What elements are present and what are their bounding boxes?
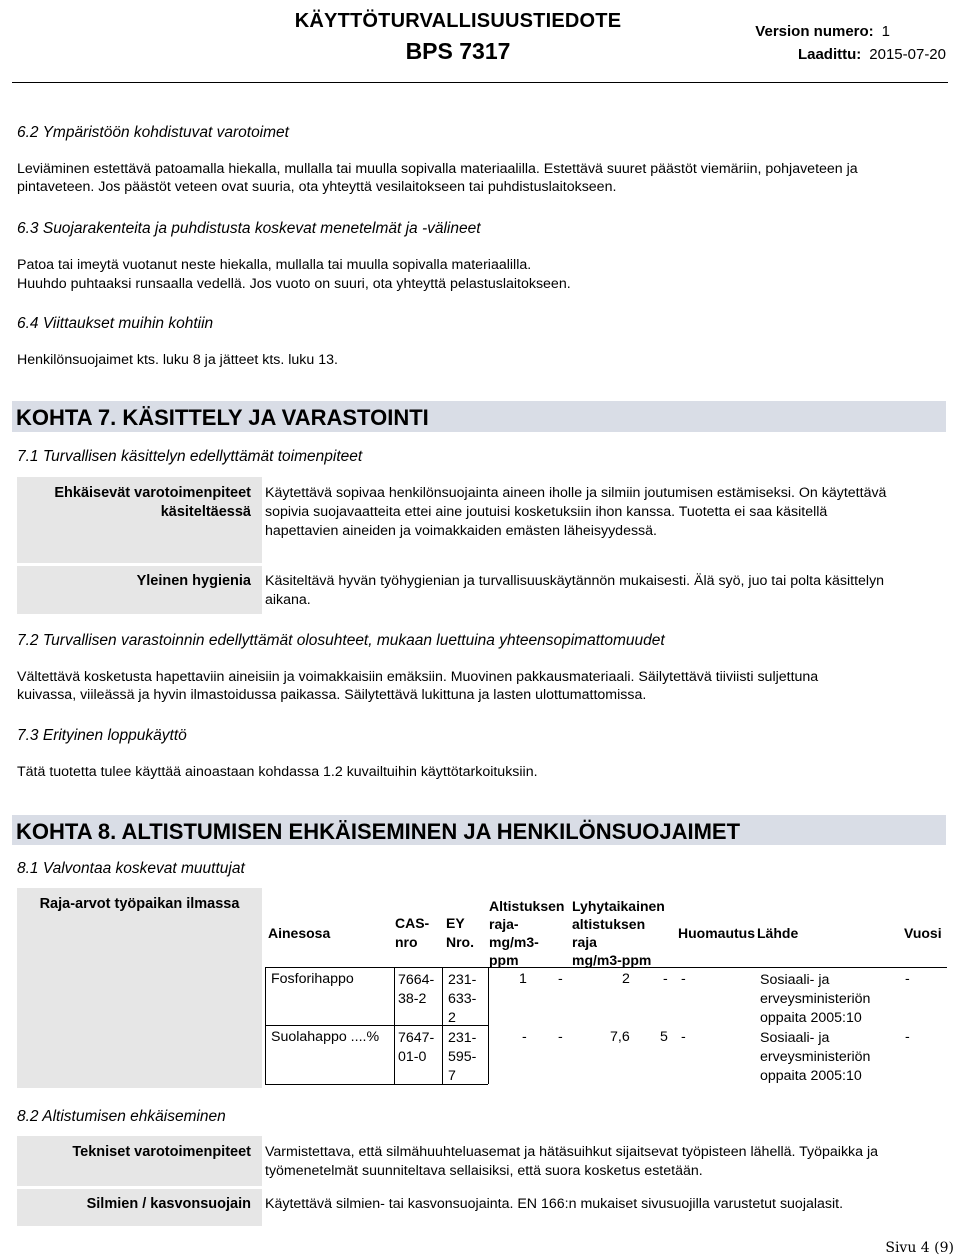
- header-divider: [12, 82, 948, 83]
- technical-measures-text: [265, 1143, 945, 1181]
- heading-8-1: 8.1 Valvontaa koskevat muuttujat: [17, 860, 245, 877]
- row1-lahde-1: Sosiaali- ja: [760, 972, 830, 988]
- general-hygiene-text: [265, 572, 945, 610]
- row2-cas-1: 7647-: [398, 1030, 435, 1046]
- preventive-line2: sopivia suojavaatteita ettei aine joutuisi kosketuksiin ihon kanssa. Tuotetta ei saa käsitellä: [265, 504, 828, 520]
- th-lyhytaikainen: [572, 897, 665, 969]
- label-general-hygiene-text: Yleinen hygienia: [136, 573, 251, 589]
- heading-7-2: 7.2 Turvallisen varastoinnin edellyttämät olosuhteet, mukaan luettuina yhteensopimattomuudet: [17, 632, 665, 649]
- hygiene-line1: Käsiteltävä hyvän työhygienian ja turvallisuuskäytännön mukaisesti. Älä syö, juo tai polta käsittelyn: [265, 573, 885, 589]
- row1-lahde-3: oppaita 2005:10: [760, 1010, 862, 1026]
- th-ly-4: mg/m3-ppm: [572, 952, 652, 968]
- table-vline-1: [394, 967, 395, 1084]
- row1-ey-3: 2: [448, 1010, 456, 1026]
- page-number: Sivu 4 (9): [885, 1240, 954, 1256]
- row2-lahde-2: erveysministeriön: [760, 1049, 871, 1065]
- date-value: 2015-07-20: [869, 46, 946, 63]
- heading-8-2: 8.2 Altistumisen ehkäiseminen: [17, 1108, 226, 1125]
- row2-ey-2: 595-: [448, 1049, 477, 1065]
- th-lahde: Lähde: [757, 925, 799, 941]
- row2-ly-ppm: 5: [660, 1029, 668, 1045]
- label-technical-measures: [17, 1136, 262, 1186]
- text-6-4-line1: Henkilönsuojaimet kts. luku 8 ja jätteet kts. luku 13.: [17, 352, 338, 368]
- version-info: [755, 23, 946, 40]
- product-name: BPS 7317: [405, 38, 511, 64]
- text-7-2-line2: kuivassa, viileässä ja hyvin ilmastoidussa paikassa. Säilytettävä lukittuna ja lasten ulottumattomissa.: [17, 687, 647, 703]
- row1-ly-mg: 2: [622, 971, 630, 987]
- th-vuosi: Vuosi: [904, 925, 942, 941]
- th-alt-2: raja-: [489, 916, 519, 932]
- th-ly-3: raja: [572, 934, 597, 950]
- heading-7-3: 7.3 Erityinen loppukäyttö: [17, 727, 187, 744]
- heading-6-3: 6.3 Suojarakenteita ja puhdistusta koskevat menetelmät ja -välineet: [17, 220, 481, 237]
- document-title: KÄYTTÖTURVALLISUUSTIEDOTE: [294, 10, 622, 32]
- row2-cas-2: 01-0: [398, 1049, 427, 1065]
- table-vline-0: [265, 967, 266, 1084]
- row2-lahde: [760, 1029, 870, 1086]
- label-eye-protection-text: Silmien / kasvonsuojain: [86, 1196, 251, 1212]
- row1-cas: [398, 971, 434, 1009]
- row1-ey-2: 633-: [448, 991, 477, 1007]
- row2-ey: [448, 1029, 476, 1086]
- text-6-3-line1: Patoa tai imeytä vuotanut neste hiekalla, mullalla tai muulla sopivalla materiaalilla.: [17, 257, 532, 273]
- th-alt-1: Altistuksen: [489, 898, 565, 914]
- label-exposure-limits-text: Raja-arvot työpaikan ilmassa: [39, 896, 240, 912]
- row2-ey-3: 7: [448, 1068, 456, 1084]
- th-ly-1: Lyhytaikainen: [572, 898, 665, 914]
- row1-lahde-2: erveysministeriön: [760, 991, 871, 1007]
- row2-cas: [398, 1029, 434, 1067]
- th-alt-4: ppm: [489, 952, 519, 968]
- preventive-line3: hapettavien aineiden ja voimakkaiden emästen läheisyydessä.: [265, 523, 657, 539]
- date-label: Laadittu:: [797, 46, 862, 63]
- th-ey-1: EY: [446, 915, 465, 931]
- label-preventive-measures: [17, 477, 262, 563]
- table-vline-3: [488, 967, 489, 1084]
- row1-cas-2: 38-2: [398, 991, 427, 1007]
- th-ey-2: Nro.: [446, 934, 474, 950]
- version-value: 1: [881, 23, 890, 40]
- row2-lahde-1: Sosiaali- ja: [760, 1030, 830, 1046]
- label-preventive-measures-a: Ehkäisevät varotoimenpiteet: [54, 485, 251, 501]
- label-general-hygiene: [17, 566, 262, 614]
- technical-line1: Varmistettava, että silmähuuhteluasemat ja hätäsuihkut sijaitsevat työpisteen lähellä. Työpaikka ja: [265, 1144, 879, 1160]
- text-6-2-line2: pintaveteen. Jos päästöt veteen ovat suuria, ota yhteyttä vesilaitokseen tai puhdistuslaitokseen.: [17, 179, 617, 195]
- row1-ey: [448, 971, 476, 1028]
- heading-6-2: 6.2 Ympäristöön kohdistuvat varotoimet: [17, 124, 289, 141]
- label-eye-protection: [17, 1189, 262, 1226]
- row1-vuosi: -: [905, 971, 910, 987]
- row1-ly-ppm: -: [663, 971, 668, 987]
- label-technical-measures-text: Tekniset varotoimenpiteet: [72, 1144, 251, 1160]
- th-ey: [446, 914, 474, 952]
- heading-7-1: 7.1 Turvallisen käsittelyn edellyttämät toimenpiteet: [17, 448, 363, 465]
- th-ainesosa: Ainesosa: [268, 925, 331, 941]
- row2-huom: -: [681, 1029, 686, 1045]
- row1-ey-1: 231-: [448, 972, 477, 988]
- row1-cas-1: 7664-: [398, 972, 435, 988]
- heading-6-4: 6.4 Viittaukset muihin kohtiin: [17, 315, 214, 332]
- text-7-2-line1: Vältettävä kosketusta hapettaviin aineisiin ja voimakkaisiin emäksiin. Muovinen pakkausmateriaali. Säilytettävä tiiviisti suljettuna: [17, 669, 819, 685]
- th-altistus: [489, 897, 564, 969]
- text-6-3-line2: Huuhdo puhtaaksi runsaalla vedellä. Jos vuoto on suuri, ota yhteyttä pelastuslaitokseen.: [17, 276, 571, 292]
- eye-protection-text: [265, 1195, 945, 1214]
- eye-protection-line1: Käytettävä silmien- tai kasvonsuojainta. EN 166:n mukaiset sivusuojilla varustetut suojalasit.: [265, 1196, 844, 1212]
- label-preventive-measures-b: käsiteltäessä: [160, 504, 251, 520]
- row1-alt-ppm: -: [558, 971, 563, 987]
- text-7-3-line1: Tätä tuotetta tulee käyttää ainoastaan kohdassa 1.2 kuvailtuihin käyttötarkoituksiin.: [17, 764, 538, 780]
- version-label: Version numero:: [755, 23, 874, 40]
- row1-name: Fosforihappo: [271, 971, 354, 987]
- row1-alt-mg: 1: [519, 971, 527, 987]
- table-vline-2: [442, 967, 443, 1084]
- th-huomautus: Huomautus: [678, 925, 755, 941]
- row2-vuosi: -: [905, 1029, 910, 1045]
- section-7-title: KOHTA 7. KÄSITTELY JA VARASTOINTI: [12, 401, 946, 433]
- label-exposure-limits: [17, 888, 262, 1088]
- row2-ey-1: 231-: [448, 1030, 477, 1046]
- technical-line2: työmenetelmät suunniteltava sellaisiksi, että suora kosketus estetään.: [265, 1163, 703, 1179]
- hygiene-line2: aikana.: [265, 592, 311, 608]
- th-ly-2: altistuksen: [572, 916, 646, 932]
- th-cas-2: nro: [395, 934, 418, 950]
- th-cas-1: CAS-: [395, 915, 430, 931]
- row2-lahde-3: oppaita 2005:10: [760, 1068, 862, 1084]
- date-info: [798, 46, 946, 63]
- text-6-2-line1: Leviäminen estettävä patoamalla hiekalla, mullalla tai muulla sopivalla materiaalilla. Estettävä suuret päästöt viemäriin, pohjaveteen ja: [17, 161, 858, 177]
- th-alt-3: mg/m3-: [489, 934, 539, 950]
- row2-alt-mg: -: [522, 1029, 527, 1045]
- section-8-title: KOHTA 8. ALTISTUMISEN EHKÄISEMINEN JA HENKILÖNSUOJAIMET: [12, 815, 946, 846]
- preventive-measures-text: [265, 484, 945, 541]
- row1-lahde: [760, 971, 870, 1028]
- row2-ly-mg: 7,6: [610, 1029, 630, 1045]
- row1-huom: -: [681, 971, 686, 987]
- th-cas: [395, 914, 429, 952]
- preventive-line1: Käytettävä sopivaa henkilönsuojainta aineen iholle ja silmiin joutumisen estämiseksi. On käytettävä: [265, 485, 887, 501]
- row2-alt-ppm: -: [558, 1029, 563, 1045]
- row2-name: Suolahappo ....%: [271, 1029, 380, 1045]
